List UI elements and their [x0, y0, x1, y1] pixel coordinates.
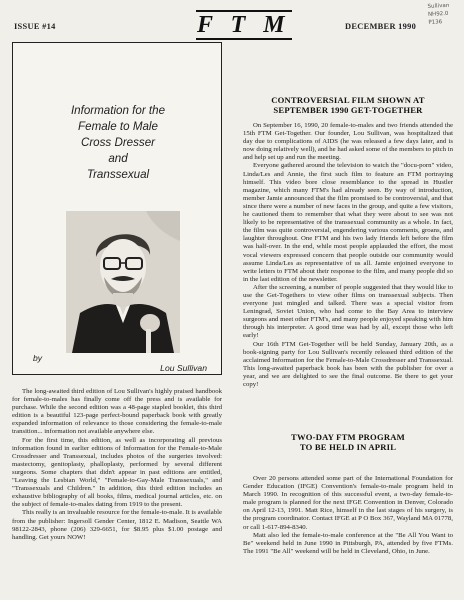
book-title: Information for the Female to Male Cross Dresser and Transsexual: [70, 104, 166, 181]
paragraph: Over 20 persons attended some part of the International Foundation for Gender Education (IFGE) Convention's female-to-male program held in March 1990. In recognition of this successful event, a two-day female-to-male program is planned for the next IFGE Convention in Denver, Colorado on April 12-13, 1991. Matt Rice, himself in the last stages of his surgery, is the program coordinator. Contact IFGE at P O Box 367, Wayland MA 01778, or call 1-617-894-8340.: [243, 475, 453, 531]
film-article: [243, 95, 453, 389]
film-article-title: CONTROVERSIAL FILM SHOWN AT SEPTEMBER 1990 GET-TOGETHER: [271, 95, 425, 115]
book-cover: [12, 42, 222, 375]
author-portrait-illustration: [66, 211, 180, 353]
paragraph: This really is an invaluable resource for the female-to-male. It is available from the publisher: Ingersoll Gender Center, 1812 E. Madison, Seattle WA 98122-2843, phone (206) 329-6651, for $8.95 plus $1.00 postage and handling. Get yours NOW!: [12, 509, 222, 541]
paragraph: Our 16th FTM Get-Together will be held Sunday, January 20th, as a book-signing party for Lou Sullivan's recently released third edition of the acclaimed Information for the Female-to-Male Crossdresser and Transsexual. This long-awaited paperback book has been with the publisher for over a year, and we are delighted to see the final outcome. Be there to get your copy!: [243, 340, 453, 388]
book-author-line: by Lou Sullivan: [33, 353, 213, 373]
paragraph: For the first time, this edition, as well as incorporating all previous information found in earlier editions of Information for the Female-to-Male Crossdresser and Transsexual, includes photos of the surgeries involved: mastectomy, genitoplasty, phalloplasty, performed by several different surgeons. Some chapters that didn't appear in past editions are entitled, "Leaving the Lesbian World," "Female-to-Gay-Male Transsexuals," and "Transsexuals and Children." In addition, this third edition includes an exhaustive bibliography of all books, films, medical journal articles, etc. on the subject of female-to-males dating from 1919 to the present.: [12, 436, 222, 509]
program-article: [243, 475, 453, 556]
paragraph: Matt also led the female-to-male conference at the "Be All You Want to Be" weekend held in June 1990 in Pittsburgh, PA, attended by five FTMs. The 1991 "Be All" weekend will be held in Cleveland, Ohio, in June.: [243, 531, 453, 555]
book-announcement-article: [12, 388, 222, 542]
paragraph: On September 16, 1990, 20 female-to-males and two friends attended the 15th FTM Get-Together. Our founder, Lou Sullivan, was hospitalized that day due to complications of AIDS (he was released a few days later, and is now doing relatively well), and he had asked some of the members to pitch in and help set up and run the meeting.: [243, 122, 453, 162]
paragraph: Everyone gathered around the television to watch the "docu-porn" video, Linda/Les and Annie, the first such film to feature an FTM portraying himself. This video bore close resemblance to the spread in Hustler magazine, which many FTM's had already seen. By way of introduction, member Jamie announced that the film promised to be controversial, and that since there were a number of new faces in the group, and quite a few visitors, he cautioned them to remember that what they were about to see was not likely to be representative of the transsexual community as a whole. In fact, the film was quite controversial, engendering various comments, groans, and laughter throughout. One FTM and his two lady friends left before the film was half-over. In the end, while most people applauded the effort, the most vocal viewers expressed concern that people outside our community would assume Linda/Les as representative of us all. Jamie enjoined everyone to write letters to FTM about their response to the film, and many people did so in the last edition of the newsletter.: [243, 162, 453, 283]
issue-number: ISSUE #14: [14, 22, 56, 31]
author-photo: [66, 211, 180, 353]
handwritten-archive-note: Sullivan NH92.0 P136: [427, 2, 450, 26]
book-author: Lou Sullivan: [160, 363, 207, 373]
program-article-title: TWO-DAY FTM PROGRAM TO BE HELD IN APRIL: [291, 432, 405, 452]
paragraph: The long-awaited third edition of Lou Sullivan's highly praised handbook for female-to-males has finally come off the press and is available for purchase. While the second edition was a 48-page stapled booklet, this third edition is a beautiful 123-page perfect-bound paperback book with greatly expanded information of relevance to those considering the female-to-male transition... information not available anywhere else.: [12, 388, 222, 436]
paragraph: After the screening, a number of people suggested that they would like to use the Get-Togethers to view other films on transsexual subjects. Then everyone just mingled and talked. There was a special visitor from Leningrad, Soviet Union, who had come to the Bay Area to interview surgeons and meet other FTM's, and many people enjoyed speaking with him through his interpreter. A good time was had by all, except those who left early!: [243, 283, 453, 340]
ftm-logo: F T M: [197, 12, 291, 38]
issue-date: DECEMBER 1990: [345, 22, 417, 31]
